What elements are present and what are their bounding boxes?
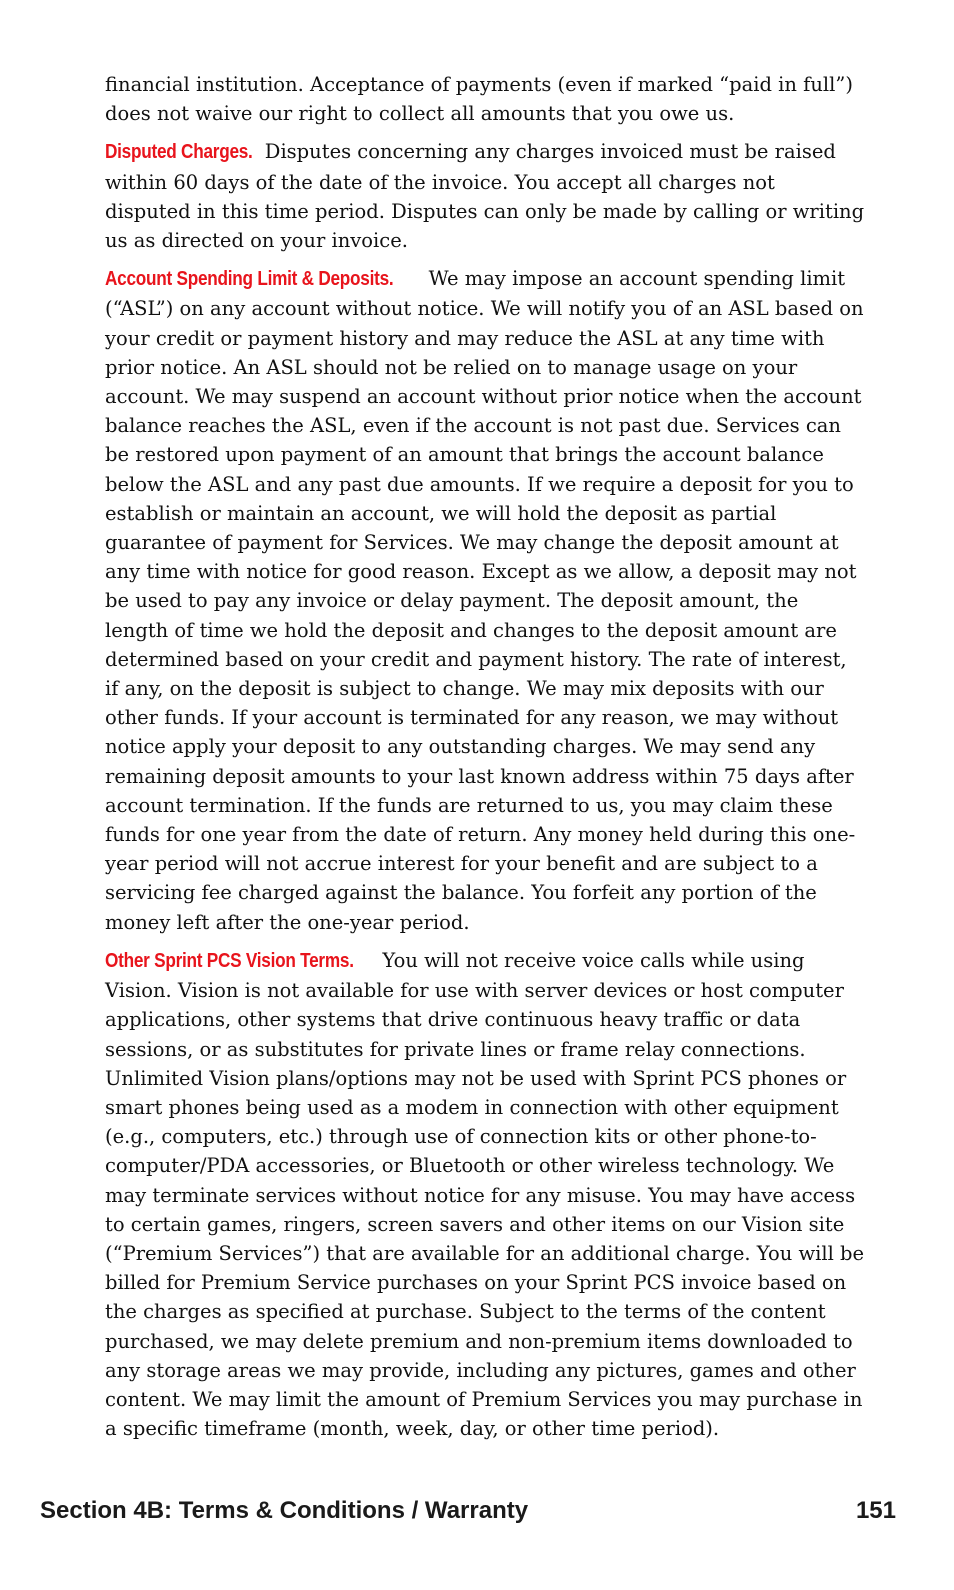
page-footer — [40, 1494, 896, 1528]
paragraph-text: financial institution. Acceptance of payments (even if marked “paid in full”) does not waive our right to collect all amounts that you owe us. — [105, 73, 853, 126]
paragraph-text: You will not receive voice calls while using Vision. Vision is not available for use with server devices or host computer applications, other systems that drive continuous heavy traffic or data sessions, or as substitutes for private lines or frame relay connections. Unlimited Vision plans/options may not be used with Sprint PCS phones or smart phones being used as a modem in connection with other equipment (e.g., computers, etc.) through use of connection kits or other phone-to-computer/PDA accessories, or Bluetooth or other wireless technology. We may terminate services without notice for any misuse. You may have access to certain games, ringers, screen savers and other items on our Vision site (“Premium Services”) that are available for an additional charge. You will be billed for Premium Service purchases on your Sprint PCS invoice based on the charges as specified at purchase. Subject to the terms of the content purchased, we may delete premium and non-premium items downloaded to any storage areas we may provide, including any pictures, games and other content. We may limit the amount of Premium Services you may purchase in a specific timeframe (month, week, day, or other time period). — [105, 948, 865, 1441]
document-body — [105, 70, 865, 1452]
paragraph-account-spending-limit — [105, 264, 865, 937]
paragraph-text: Disputes concerning any charges invoiced must be raised within 60 days of the date of the invoice. You accept all charges not disputed in this time period. Disputes can only be made by calling or writing us as directed on your invoice. — [105, 140, 865, 253]
paragraph-continuation — [105, 70, 865, 128]
section-title: Section 4B: Terms & Conditions / Warranty — [40, 1497, 529, 1524]
page-number: 151 — [855, 1497, 896, 1524]
paragraph-disputed-charges — [105, 137, 865, 255]
heading-disputed-charges: Disputed Charges. — [105, 141, 253, 164]
paragraph-text: We may impose an account spending limit (“ASL”) on any account without notice. We will notify you of an ASL based on your credit or payment history and may reduce the ASL at any time with prior notice. An ASL should not be relied on to manage usage on your account. We may suspend an account without prior notice when the account balance reaches the ASL, even if the account is not past due. Services can be restored upon payment of an amount that brings the account balance below the ASL and any past due amounts. If we require a deposit for you to establish or maintain an account, we will hold the deposit as partial guarantee of payment for Services. We may change the deposit amount at any time with notice for good reason. Except as we allow, a deposit may not be used to pay any invoice or delay payment. The deposit amount, the length of time we hold the deposit and changes to the deposit amount are determined based on your credit and payment history. The rate of interest, if any, on the deposit is subject to change. We may mix deposits with our other funds. If your account is terminated for any reason, we may without notice apply your deposit to any outstanding charges. We may send any remaining deposit amounts to your last known address within 75 days after account termination. If the funds are returned to us, you may claim these funds for one year from the date of return. Any money held during this one-year period will not accrue interest for your benefit and are subject to a servicing fee charged against the balance. You forfeit any portion of the money left after the one-year period. — [105, 267, 864, 934]
heading-vision-terms: Other Sprint PCS Vision Terms. — [105, 949, 354, 972]
heading-account-spending-limit: Account Spending Limit & Deposits. — [105, 268, 394, 291]
paragraph-vision-terms — [105, 946, 865, 1443]
